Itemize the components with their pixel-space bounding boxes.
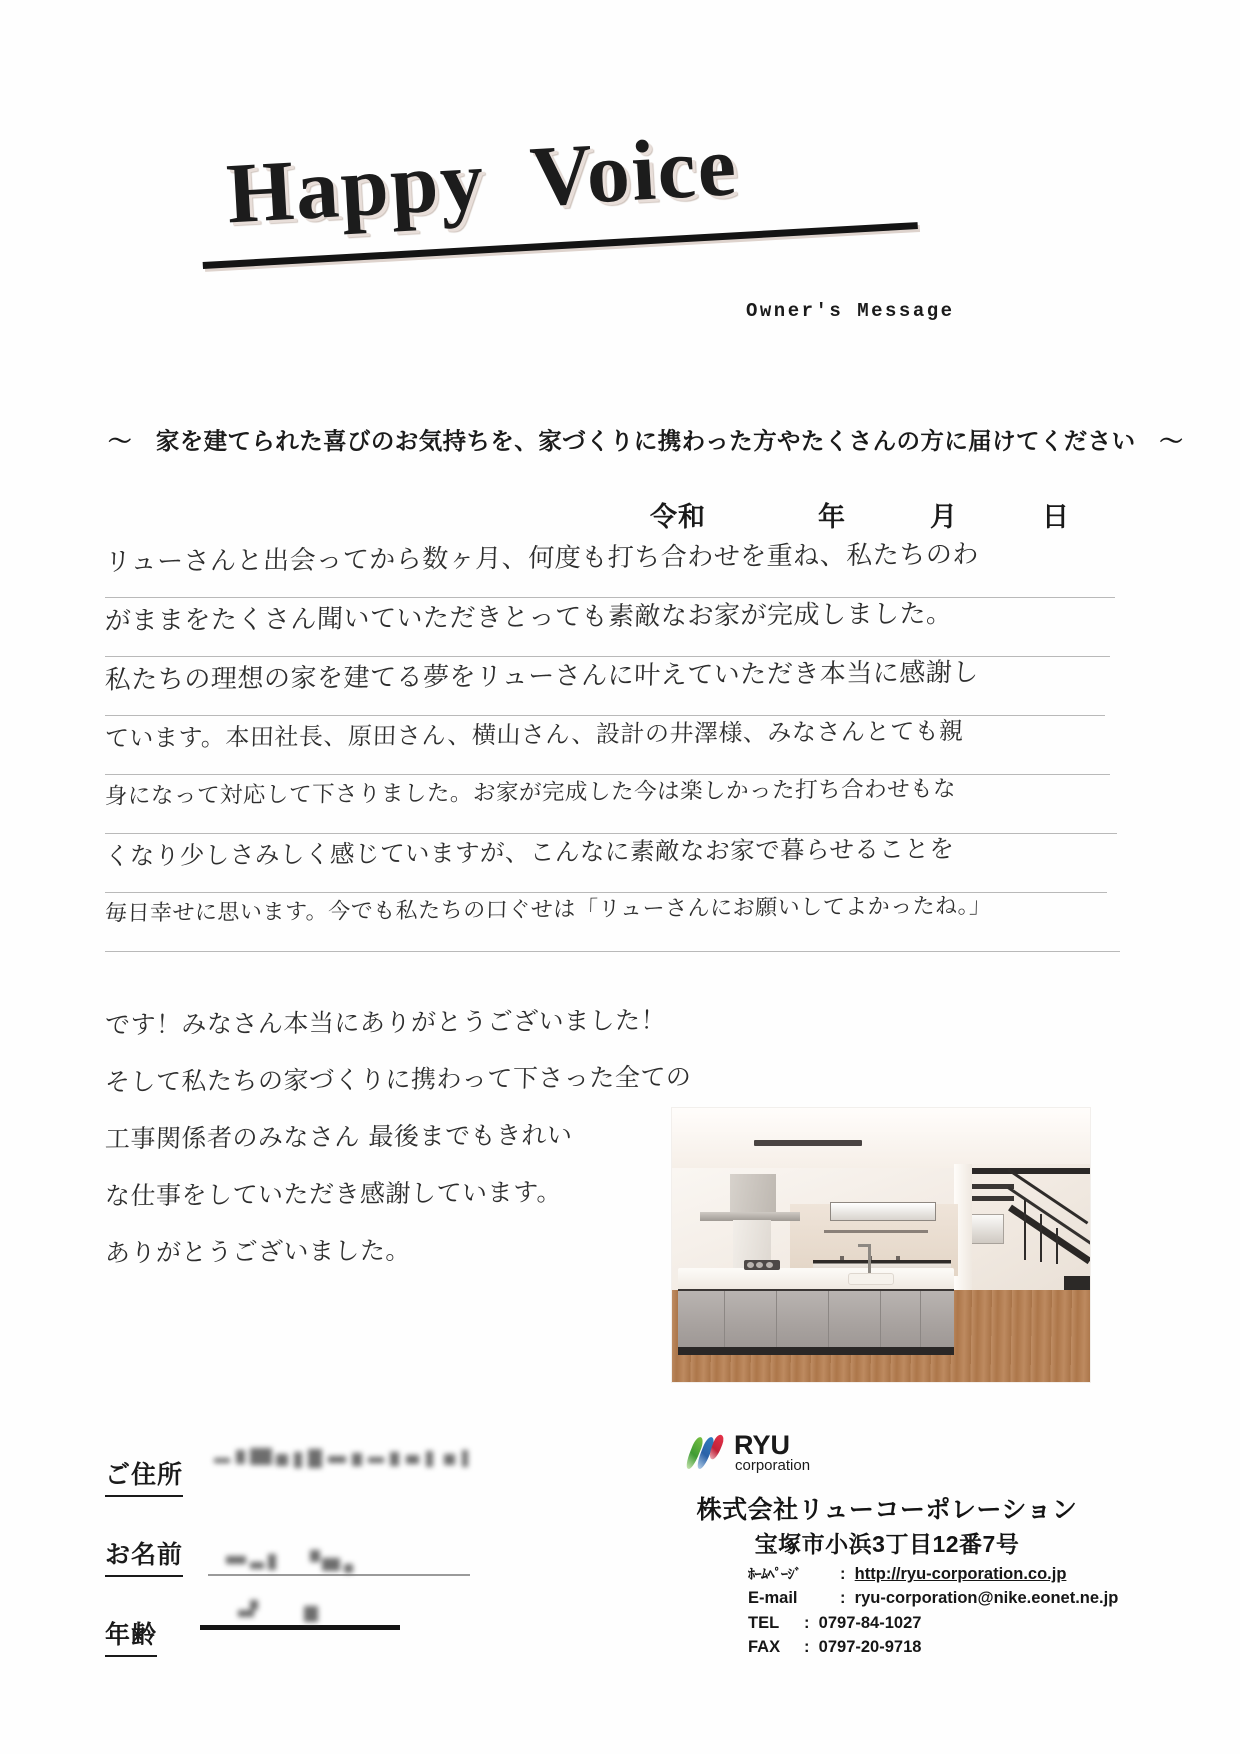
photo-sink bbox=[848, 1273, 894, 1285]
homepage-url[interactable]: http://ryu-corporation.co.jp bbox=[854, 1565, 1067, 1583]
date-line: 令和 年 月 日 bbox=[650, 502, 1070, 532]
photo-stair-baluster bbox=[1040, 1214, 1042, 1262]
photo-island-toe-kick bbox=[678, 1347, 954, 1355]
handwriting-guide-rule bbox=[105, 892, 1107, 893]
handwriting-line: リューさんと出会ってから数ヶ月、何度も打ち合わせを重ね、私たちのわ bbox=[104, 539, 980, 578]
owner-message-subtitle: Owner's Message bbox=[746, 300, 955, 322]
photo-stair-baluster bbox=[1024, 1200, 1026, 1260]
name-label: お名前 bbox=[105, 1535, 183, 1577]
tel-separator: : bbox=[804, 1613, 810, 1632]
handwriting-line: 身になって対応して下さりました。お家が完成した今は楽しかった打ち合わせもな bbox=[104, 776, 957, 810]
email-separator: : bbox=[840, 1589, 846, 1608]
photo-cooktop bbox=[744, 1260, 780, 1270]
email-address[interactable]: ryu-corporation@nike.eonet.ne.jp bbox=[854, 1589, 1119, 1608]
handwriting-row bbox=[104, 599, 1125, 663]
photo-island-cabinetry bbox=[678, 1291, 954, 1353]
handwriting-line: 工事関係者のみなさん 最後までもきれい bbox=[104, 1120, 573, 1154]
photo-cabinet-seam bbox=[920, 1291, 921, 1353]
name-field-row[interactable] bbox=[105, 1535, 183, 1577]
fax-row bbox=[748, 1635, 1118, 1659]
handwriting-line: くなり少しさみしく感じていますが、こんなに素敵なお家で暮らせることを bbox=[104, 834, 955, 871]
tel-label: TEL bbox=[748, 1613, 780, 1632]
fax-separator: : bbox=[804, 1637, 810, 1656]
photo-stair-baluster bbox=[1056, 1228, 1058, 1264]
fax-number: 0797-20-9718 bbox=[818, 1637, 922, 1656]
handwriting-row bbox=[104, 1235, 665, 1284]
kitchen-interior-photo bbox=[672, 1108, 1090, 1382]
ryu-logo-mark-icon bbox=[690, 1434, 730, 1472]
handwriting-line: な仕事をしていただき感謝しています。 bbox=[104, 1177, 563, 1211]
handwriting-line: 毎日幸せに思います。今でも私たちの口ぐせは「リューさんにお願いしてよかったね。」 bbox=[104, 893, 993, 927]
handwriting-guide-rule bbox=[105, 656, 1110, 657]
handwriting-row bbox=[104, 1120, 665, 1181]
tagline: ～ 家を建てられた喜びのお気持ちを、家づくりに携わった方やたくさんの方に届けてください ～ bbox=[108, 428, 1184, 454]
photo-cabinet-seam bbox=[828, 1291, 829, 1353]
handwriting-guide-rule bbox=[105, 833, 1117, 834]
tel-number: 0797-84-1027 bbox=[818, 1613, 922, 1632]
fax-label: FAX bbox=[748, 1637, 781, 1656]
handwriting-line: です！みなさん本当にありがとうございました！ bbox=[104, 1005, 667, 1040]
handwriting-row bbox=[104, 716, 1125, 781]
handwriting-line: そして私たちの家づくりに携わって下さった全ての bbox=[104, 1062, 692, 1097]
handwriting-row bbox=[104, 1005, 667, 1067]
company-logo bbox=[690, 1430, 890, 1478]
handwriting-guide-rule bbox=[105, 774, 1110, 775]
handwriting-line: ありがとうございました。 bbox=[104, 1235, 412, 1268]
address-label: ご住所 bbox=[105, 1455, 183, 1497]
homepage-row bbox=[748, 1562, 1118, 1586]
company-address: 宝塚市小浜3丁目12番7号 bbox=[754, 1531, 1020, 1557]
handwritten-message-upper bbox=[104, 539, 1125, 958]
handwriting-row bbox=[104, 657, 1125, 722]
handwriting-row bbox=[104, 1177, 665, 1238]
homepage-label: ﾎｰﾑﾍﾟｰｼﾞ bbox=[748, 1566, 801, 1582]
handwriting-row bbox=[104, 776, 1125, 840]
homepage-separator: : bbox=[840, 1565, 846, 1583]
company-contact-block bbox=[748, 1562, 1118, 1659]
address-value-redacted bbox=[208, 1440, 478, 1474]
address-field-row[interactable] bbox=[105, 1455, 183, 1497]
age-field-row[interactable] bbox=[105, 1615, 157, 1657]
photo-stair-header bbox=[964, 1168, 1090, 1174]
email-label: E-mail bbox=[748, 1589, 798, 1608]
age-label: 年齢 bbox=[105, 1615, 157, 1657]
company-name: 株式会社リューコーポレーション bbox=[696, 1496, 1078, 1524]
handwriting-line: ています。本田社長、原田さん、横山さん、設計の井澤様、みなさんとても親 bbox=[104, 716, 964, 753]
photo-cabinet-seam bbox=[776, 1291, 777, 1353]
handwriting-row bbox=[104, 834, 1125, 899]
handwriting-row bbox=[104, 893, 1125, 958]
handwriting-guide-rule bbox=[105, 951, 1120, 952]
email-row bbox=[748, 1586, 1118, 1610]
logo-wordmark: RYU bbox=[734, 1430, 791, 1460]
photo-shelf bbox=[824, 1230, 928, 1233]
handwritten-message-lower bbox=[104, 1005, 692, 1284]
photo-ceiling bbox=[672, 1108, 1090, 1168]
name-value-redacted bbox=[216, 1542, 416, 1580]
photo-window bbox=[830, 1202, 936, 1221]
handwriting-guide-rule bbox=[105, 597, 1115, 598]
page-title: Happy Voice bbox=[224, 117, 741, 242]
page-title-block bbox=[196, 110, 923, 300]
photo-cabinet-seam bbox=[724, 1291, 725, 1353]
handwriting-line: 私たちの理想の家を建てる夢をリューさんに叶えていただき本当に感謝し bbox=[104, 657, 980, 696]
age-value-redacted bbox=[234, 1596, 354, 1632]
handwriting-guide-rule bbox=[105, 715, 1105, 716]
photo-cabinet-seam bbox=[880, 1291, 881, 1353]
tel-row bbox=[748, 1611, 1118, 1635]
logo-subtext: corporation bbox=[735, 1457, 811, 1474]
handwriting-row bbox=[104, 539, 1125, 604]
handwriting-line: がままをたくさん聞いていただきとっても素敵なお家が完成しました。 bbox=[104, 599, 953, 637]
photo-ceiling-light-slot bbox=[754, 1140, 862, 1146]
handwriting-row bbox=[104, 1062, 692, 1124]
